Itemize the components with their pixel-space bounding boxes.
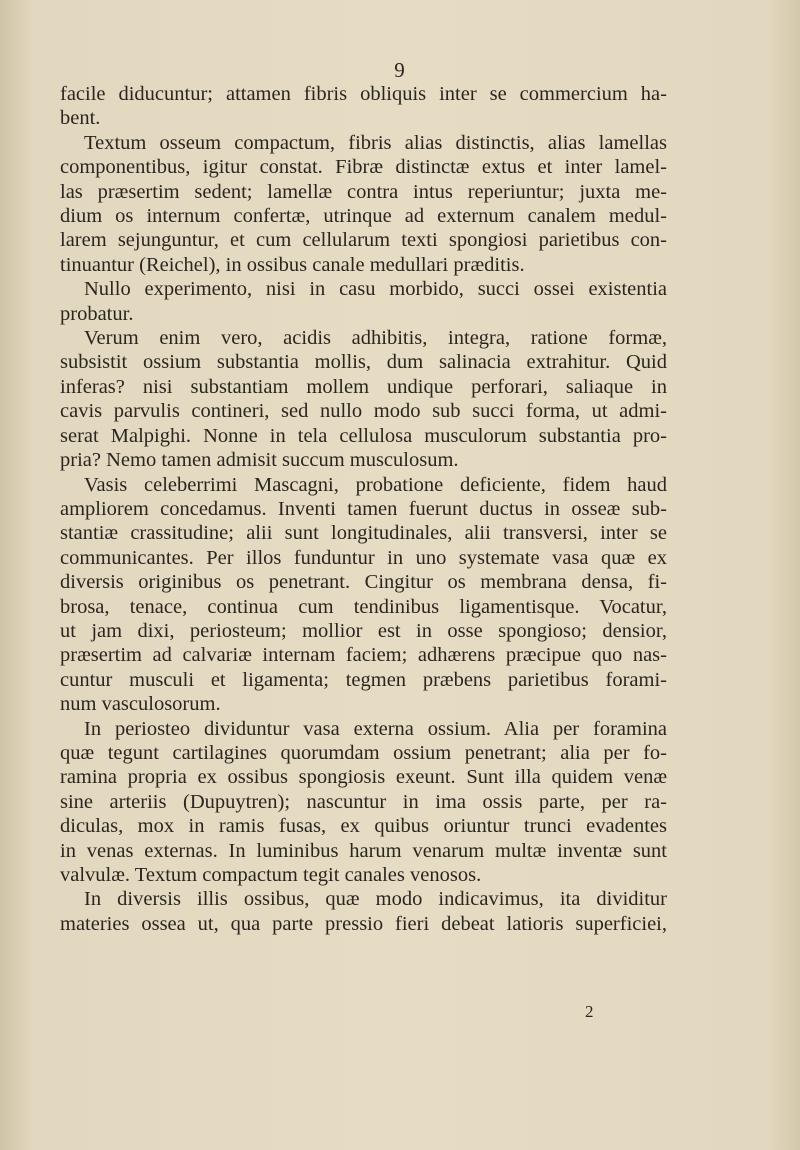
text-line: facile diducuntur; attamen fibris obliquis inter se commercium ha- <box>60 83 667 105</box>
text-line: brosa, tenace, continua cum tendinibus ligamentisque. Vocatur, <box>60 595 667 618</box>
text-line: probatur. <box>60 302 134 325</box>
text-line: In diversis illis ossibus, quæ modo indicavimus, ita dividitur <box>84 888 667 911</box>
text-line: tinuantur (Reichel), in ossibus canale medullari præditis. <box>60 253 525 276</box>
page-number: 9 <box>394 58 406 82</box>
text-line: las præsertim sedent; lamellæ contra intus reperiuntur; juxta me- <box>60 180 667 203</box>
text-line: quæ tegunt cartilagines quorumdam ossium penetrant; alia per fo- <box>60 741 667 764</box>
text-line: Textum osseum compactum, fibris alias distinctis, alias lamellas <box>84 131 667 154</box>
text-line: in venas externas. In luminibus harum venarum multæ inventæ sunt <box>60 839 667 862</box>
text-line: inferas? nisi substantiam mollem undique perforari, saliaque in <box>60 375 667 398</box>
text-line: Verum enim vero, acidis adhibitis, integra, ratione formæ, <box>84 327 667 350</box>
text-line: materies ossea ut, qua parte pressio fieri debeat latioris superficiei, <box>60 912 667 935</box>
text-line: serat Malpighi. Nonne in tela cellulosa musculorum substantia pro- <box>60 424 667 447</box>
text-line: cuntur musculi et ligamenta; tegmen præbens parietibus forami- <box>60 668 667 691</box>
text-line: componentibus, igitur constat. Fibræ distinctæ extus et inter lamel- <box>60 156 667 179</box>
text-line: valvulæ. Textum compactum tegit canales venosos. <box>60 864 482 886</box>
text-line: Nullo experimento, nisi in casu morbido, succi ossei existentia <box>84 278 667 301</box>
signature-mark: 2 <box>585 1002 594 1021</box>
text-line: ramina propria ex ossibus spongiosis exeunt. Sunt illa quidem venæ <box>60 766 667 789</box>
text-line: dium os internum confertæ, utrinque ad externum canalem medul- <box>60 205 667 228</box>
text-line: num vasculosorum. <box>60 693 221 716</box>
text-line: pria? Nemo tamen admisit succum musculosum. <box>60 449 459 472</box>
body-text <box>60 82 667 936</box>
text-line: Vasis celeberrimi Mascagni, probatione deficiente, fidem haud <box>84 473 667 496</box>
text-line: subsistit ossium substantia mollis, dum salinacia extrahitur. Quid <box>60 351 667 374</box>
text-line: bent. <box>60 107 101 130</box>
text-line: larem sejunguntur, et cum cellularum texti spongiosi parietibus con- <box>60 229 667 252</box>
text-line: diculas, mox in ramis fusas, ex quibus oriuntur trunci evadentes <box>60 815 667 838</box>
text-line: In periosteo dividuntur vasa externa ossium. Alia per foramina <box>84 717 667 740</box>
text-line: diversis originibus os penetrant. Cingitur os membrana densa, fi- <box>60 571 667 594</box>
text-line: ampliorem concedamus. Inventi tamen fuerunt ductus in osseæ sub- <box>60 497 667 520</box>
text-line: cavis parvulis contineri, sed nullo modo sub succi forma, ut admi- <box>60 400 667 423</box>
text-line: sine arteriis (Dupuytren); nascuntur in ima ossis parte, per ra- <box>60 790 667 813</box>
text-line: communicantes. Per illos funduntur in uno systemate vasa quæ ex <box>60 546 667 569</box>
text-line: stantiæ crassitudine; alii sunt longitudinales, alii transversi, inter se <box>60 522 667 545</box>
text-line: præsertim ad calvariæ internam faciem; adhærens præcipue quo nas- <box>60 644 667 667</box>
text-line: ut jam dixi, periosteum; mollior est in osse spongioso; densior, <box>60 619 667 642</box>
